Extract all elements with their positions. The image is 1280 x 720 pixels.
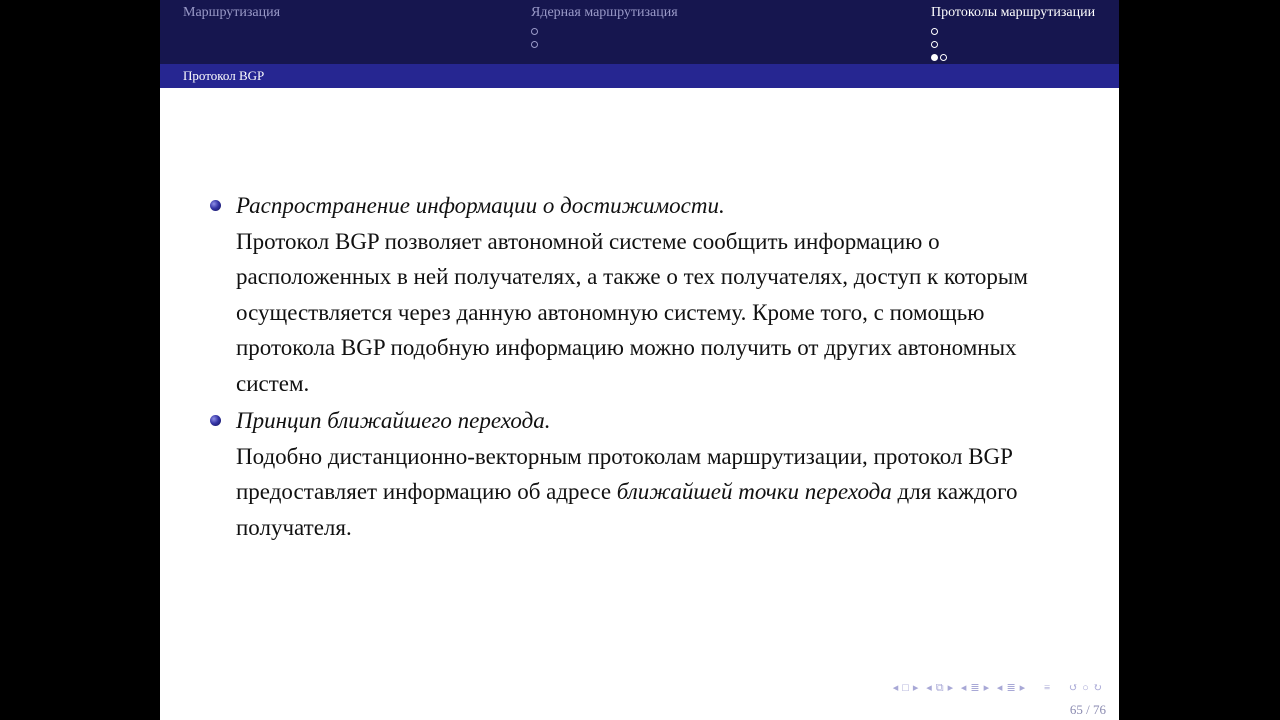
- nav-section-title[interactable]: Маршрутизация: [183, 5, 281, 20]
- frame-dot[interactable]: [931, 28, 938, 35]
- list-item: [208, 403, 1078, 545]
- slide-content: [208, 188, 1078, 545]
- bullet-icon: [210, 200, 221, 211]
- beamer-navigation-symbols: [890, 681, 1103, 695]
- subsection-bar: [160, 64, 1119, 88]
- item-text-part: Подобно дистанционно-векторным протоколам маршрутизации, протокол BGP предоставляет информацию об адресе: [236, 443, 1013, 504]
- item-text: Протокол BGP позволяет автономной системе сообщить информацию о расположенных в ней получателях, а также о тех получателях, доступ к которым осуществляется через данную автономную систему. Кроме того, с помощью протокола BGP подобную информацию можно получить от других автономных систем.: [236, 228, 1028, 396]
- frame-dot[interactable]: [531, 41, 538, 48]
- subsection-icon[interactable]: ⧉: [935, 682, 945, 694]
- nav-section-title[interactable]: Протоколы маршрутизации: [931, 5, 1096, 20]
- frame-dots: [531, 25, 678, 51]
- item-text-part: для каждого получателя.: [236, 479, 1018, 540]
- search-forward-icon[interactable]: ↻: [1092, 682, 1103, 694]
- section-prev-icon[interactable]: ◂: [960, 682, 968, 694]
- nav-section-title[interactable]: Ядерная маршрутизация: [531, 5, 678, 20]
- bullet-icon: [210, 415, 221, 426]
- frame-dots: [931, 25, 1095, 64]
- search-icon[interactable]: ○: [1082, 682, 1090, 694]
- subsection-prev-icon[interactable]: ◂: [926, 682, 933, 694]
- outline-icon[interactable]: ≡: [1043, 682, 1052, 694]
- item-heading: Распространение информации о достижимости.: [236, 193, 725, 218]
- frame-dot-current[interactable]: [931, 54, 938, 61]
- page-number: 65 / 76: [1069, 702, 1106, 717]
- item-heading: Принцип ближайшего перехода.: [236, 408, 551, 433]
- item-text: [236, 439, 1078, 546]
- list-item: [208, 188, 1078, 401]
- slide: [160, 0, 1119, 720]
- frame-dot[interactable]: [940, 54, 947, 61]
- frame-next-icon[interactable]: ▸: [912, 682, 920, 694]
- section-icon[interactable]: ≣: [970, 682, 981, 694]
- nav-section-routing[interactable]: [183, 5, 280, 21]
- frame-prev-icon[interactable]: ◂: [892, 682, 900, 694]
- frame-dot[interactable]: [531, 28, 538, 35]
- frame-dot[interactable]: [931, 41, 938, 48]
- search-back-icon[interactable]: ↺: [1068, 682, 1080, 694]
- nav-section-routing-protocols[interactable]: [931, 5, 1095, 64]
- navigation-header: [160, 0, 1119, 64]
- nav-section-core-routing[interactable]: [531, 5, 678, 51]
- presentation-icon[interactable]: ≣: [1006, 682, 1017, 694]
- section-next-icon[interactable]: ▸: [983, 682, 991, 694]
- presentation-next-icon[interactable]: ▸: [1019, 682, 1027, 694]
- subsection-title[interactable]: Протокол BGP: [183, 68, 265, 83]
- frame-icon[interactable]: □: [902, 682, 910, 694]
- subsection-next-icon[interactable]: ▸: [947, 682, 955, 694]
- presentation-prev-icon[interactable]: ◂: [996, 682, 1004, 694]
- item-emphasis: ближайшей точки перехода: [616, 479, 892, 504]
